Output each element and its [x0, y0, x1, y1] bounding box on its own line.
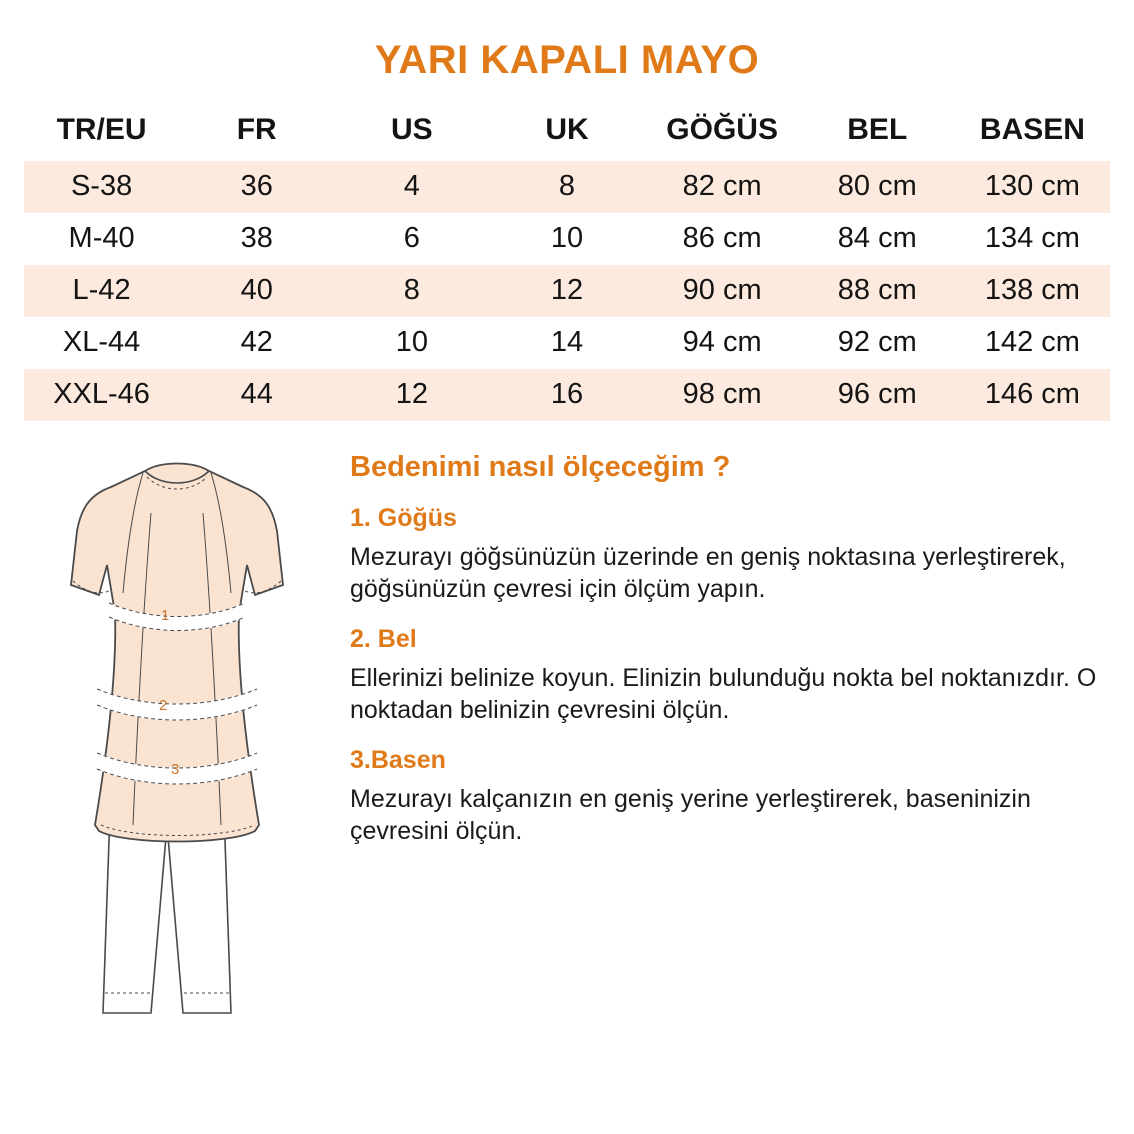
size-table-header: [24, 107, 1110, 161]
howto-heading: Bedenimi nasıl ölçeceğim ?: [350, 451, 731, 483]
cell-gogus: 94 cm: [682, 326, 762, 358]
cell-fr: 38: [240, 222, 273, 254]
cell-gogus: 98 cm: [682, 378, 762, 410]
table-row: [24, 265, 1110, 317]
page-title: YARI KAPALI MAYO: [374, 38, 760, 82]
cell-basen: 138 cm: [984, 274, 1080, 306]
table-row: [24, 369, 1110, 421]
step-title-bel: 2. Bel: [350, 625, 417, 653]
step-title-gogus: 1. Göğüs: [350, 504, 457, 532]
cell-size: M-40: [68, 222, 135, 254]
cell-bel: 84 cm: [837, 222, 917, 254]
cell-us: 8: [403, 274, 420, 306]
marker-1-label: 1: [161, 607, 170, 624]
cell-size: XL-44: [62, 326, 141, 358]
column-header-uk: UK: [545, 113, 589, 146]
size-table: [24, 107, 1110, 421]
step-body-basen: Mezurayı kalçanızın en geniş yerine yerleştirerek, baseninizin çevresini ölçün.: [350, 785, 1031, 845]
step-body-bel: Ellerinizi belinize koyun. Elinizin bulunduğu nokta bel noktanızdır. O noktadan belinizin çevresini ölçün.: [350, 664, 1097, 724]
column-header-bel: BEL: [847, 113, 908, 146]
cell-fr: 42: [240, 326, 273, 358]
column-header-gogus: GÖĞÜS: [666, 113, 778, 146]
size-table-container: [0, 93, 1134, 421]
table-row: [24, 161, 1110, 213]
cell-basen: 146 cm: [984, 378, 1080, 410]
cell-size: L-42: [72, 274, 131, 306]
cell-uk: 12: [550, 274, 584, 306]
cell-basen: 130 cm: [984, 170, 1080, 202]
cell-gogus: 90 cm: [682, 274, 762, 306]
cell-us: 12: [395, 378, 428, 410]
step-title-basen: 3.Basen: [350, 746, 446, 774]
cell-us: 6: [403, 222, 420, 254]
cell-us: 10: [395, 326, 428, 358]
cell-gogus: 86 cm: [682, 222, 762, 254]
cell-bel: 88 cm: [837, 274, 917, 306]
cell-bel: 96 cm: [837, 378, 917, 410]
garment-illustration-container: [28, 447, 328, 1033]
step-body-gogus: Mezurayı göğsünüzün üzerinde en geniş noktasına yerleştirerek, göğsünüzün çevresi için ölçüm yapın.: [350, 543, 1066, 603]
cell-bel: 80 cm: [837, 170, 917, 202]
table-row: [24, 317, 1110, 369]
cell-fr: 36: [240, 170, 273, 202]
cell-gogus: 82 cm: [682, 170, 762, 202]
cell-us: 4: [403, 170, 420, 202]
cell-basen: 134 cm: [984, 222, 1080, 254]
marker-2-label: 2: [159, 697, 168, 714]
cell-uk: 16: [550, 378, 584, 410]
cell-uk: 14: [550, 326, 584, 358]
cell-uk: 8: [558, 170, 576, 202]
marker-3-label: 3: [171, 761, 180, 778]
table-header-row: [24, 107, 1110, 161]
cell-fr: 40: [240, 274, 273, 306]
cell-uk: 10: [550, 222, 584, 254]
column-header-basen: BASEN: [979, 113, 1085, 146]
column-header-us: US: [391, 113, 433, 146]
table-row: [24, 213, 1110, 265]
measurement-instructions: [328, 447, 1106, 1033]
cell-bel: 92 cm: [837, 326, 917, 358]
measurement-guide-section: [0, 421, 1134, 1033]
column-header-tr-eu: TR/EU: [56, 113, 147, 146]
swimsuit-figure-icon: [33, 453, 323, 1033]
cell-basen: 142 cm: [984, 326, 1080, 358]
column-header-fr: FR: [236, 113, 277, 146]
cell-size: S-38: [70, 170, 133, 202]
cell-size: XXL-46: [53, 378, 150, 410]
size-table-body: [24, 161, 1110, 421]
cell-fr: 44: [240, 378, 273, 410]
